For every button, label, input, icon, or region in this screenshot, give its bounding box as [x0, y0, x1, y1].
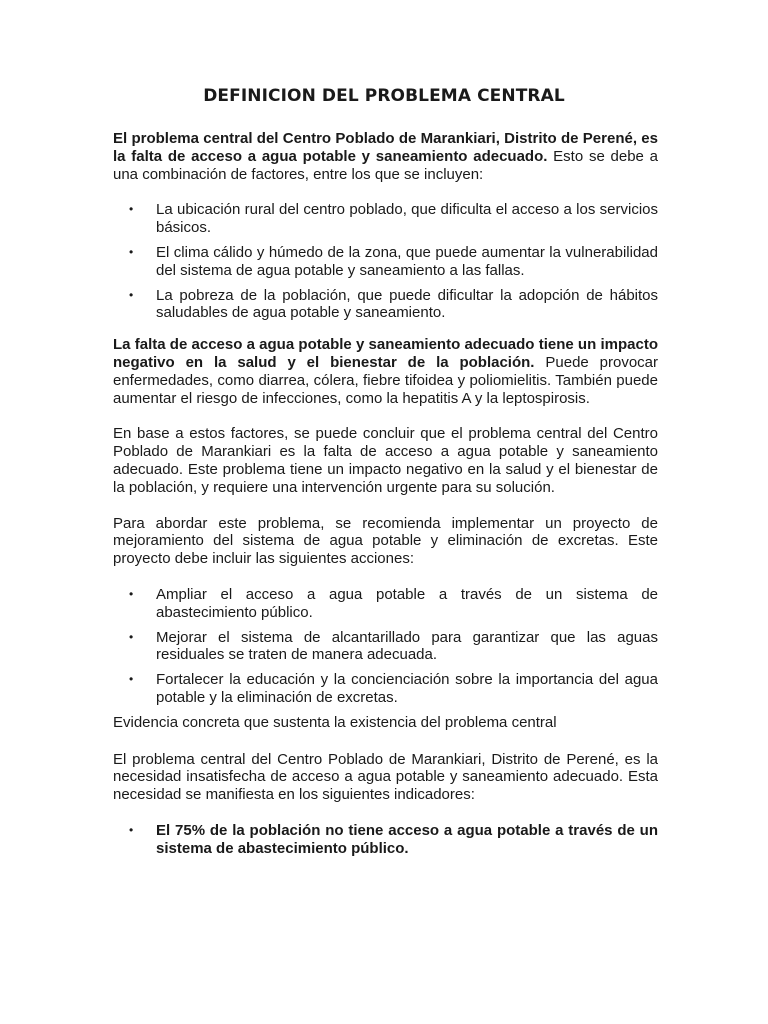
list-item-text: El 75% de la población no tiene acceso a agua potable a través de un sistema de abastecimiento público.	[156, 821, 658, 857]
actions-list	[113, 586, 658, 707]
intro-bold-text: El problema central del Centro Poblado de Marankiari, Distrito de Perené, es la falta de acceso a agua potable y saneamiento adecuado.	[113, 130, 658, 165]
bullet-icon: •	[129, 586, 134, 601]
list-item-text: Ampliar el acceso a agua potable a través de un sistema de abastecimiento público.	[156, 585, 658, 621]
bullet-icon: •	[129, 202, 134, 217]
list-item-text: La ubicación rural del centro poblado, que dificulta el acceso a los servicios básicos.	[156, 201, 658, 237]
list-item	[113, 629, 658, 665]
list-item	[113, 201, 658, 237]
list-item-text: Mejorar el sistema de alcantarillado para garantizar que las aguas residuales se traten de manera adecuada.	[156, 628, 658, 664]
list-item-text: Fortalecer la educación y la concienciación sobre la importancia del agua potable y la eliminación de excretas.	[156, 671, 658, 706]
page-title: DEFINICION DEL PROBLEMA CENTRAL	[203, 86, 565, 106]
proposal-paragraph: Para abordar este problema, se recomienda implementar un proyecto de mejoramiento del sistema de agua potable y eliminación de excretas. Este proyecto debe incluir las siguientes acciones:	[113, 514, 658, 568]
list-item	[113, 287, 658, 323]
list-item	[113, 822, 658, 858]
bullet-icon: •	[129, 629, 134, 644]
evidence-heading: Evidencia concreta que sustenta la existencia del problema central	[113, 713, 557, 731]
factors-list	[113, 201, 658, 322]
impact-text: Puede provocar enfermedades, como diarrea, cólera, fiebre tifoidea y poliomielitis. También puede aumentar el riesgo de infecciones, como la hepatitis A y la leptospirosis.	[113, 353, 659, 407]
bullet-icon: •	[129, 822, 134, 837]
indicators-list	[113, 822, 658, 858]
impact-bold-text: La falta de acceso a agua potable y saneamiento adecuado tiene un impacto negativo en la salud y el bienestar de la población.	[113, 336, 658, 371]
list-item	[113, 586, 658, 622]
intro-paragraph	[113, 130, 658, 183]
bullet-icon: •	[129, 244, 134, 259]
needs-paragraph: El problema central del Centro Poblado de Marankiari, Distrito de Perené, es la necesidad insatisfecha de acceso a agua potable y saneamiento adecuado. Esta necesidad se manifiesta en los siguientes indicadores:	[113, 750, 658, 804]
document-body	[113, 130, 658, 865]
list-item	[113, 244, 658, 280]
bullet-icon: •	[129, 287, 134, 302]
list-item	[113, 671, 658, 707]
conclusion-paragraph: En base a estos factores, se puede concluir que el problema central del Centro Poblado de Marankiari es la falta de acceso a agua potable y saneamiento adecuado. Este problema tiene un impacto negativo en la salud y el bienestar de la población, y requiere una intervención urgente para su solución.	[113, 425, 658, 496]
bullet-icon: •	[129, 672, 134, 687]
list-item-text: La pobreza de la población, que puede dificultar la adopción de hábitos saludables de agua potable y saneamiento.	[156, 286, 658, 322]
intro-text: Esto se debe a una combinación de factores, entre los que se incluyen:	[113, 147, 658, 183]
list-item-text: El clima cálido y húmedo de la zona, que puede aumentar la vulnerabilidad del sistema de agua potable y saneamiento a las fallas.	[156, 243, 658, 279]
impact-paragraph	[113, 336, 658, 407]
